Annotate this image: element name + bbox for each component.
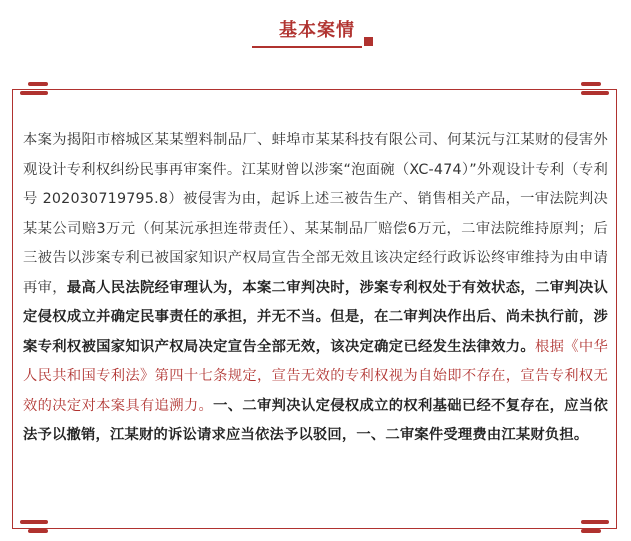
- case-summary-paragraph: [23, 126, 608, 451]
- case-intro-text: 本案为揭阳市榕城区某某塑料制品厂、蚌埠市某某科技有限公司、何某沅与江某财的侵害外观设计专利权纠纷民事再审案件。江某财曾以涉案“泡面碗（XC-474）”外观设计专利（专利号 202030719795.8）被侵害为由，起诉上述三被告生产、销售相关产品，一审法院判决某某公司赔3万元（何某沅承担连带责任）、某某制品厂赔偿6万元，二审法院维持原判；后三被告以涉案专利已被国家知识产权局宣告全部无效且该决定经行政诉讼终审维持为由申请再审，: [23, 132, 608, 296]
- title-underline: [252, 46, 362, 48]
- judgment-result-text: 一、二审判决认定侵权成立的权利基础已经不复存在，应当依法予以撤销，江某财的诉讼请求应当依法予以驳回，一、二审案件受理费由江某财负担。: [23, 397, 608, 443]
- title-square-ornament: [364, 37, 373, 46]
- section-title: 基本案情: [279, 20, 355, 41]
- court-ruling-text: 最高人民法院经审理认为，本案二审判决时，涉案专利权处于有效状态，二审判决认定侵权成立并确定民事责任的承担，并无不当。但是，在二审判决作出后、尚未执行前，涉案专利权被国家知识产权局决定宣告全部无效，该决定确定已经发生法律效力。: [23, 279, 608, 355]
- title-block: [0, 0, 631, 60]
- legal-basis-text: 根据《中华人民共和国专利法》第四十七条规定，宣告无效的专利权视为自始即不存在，宣告专利权无效的决定对本案具有追溯力。: [23, 338, 609, 414]
